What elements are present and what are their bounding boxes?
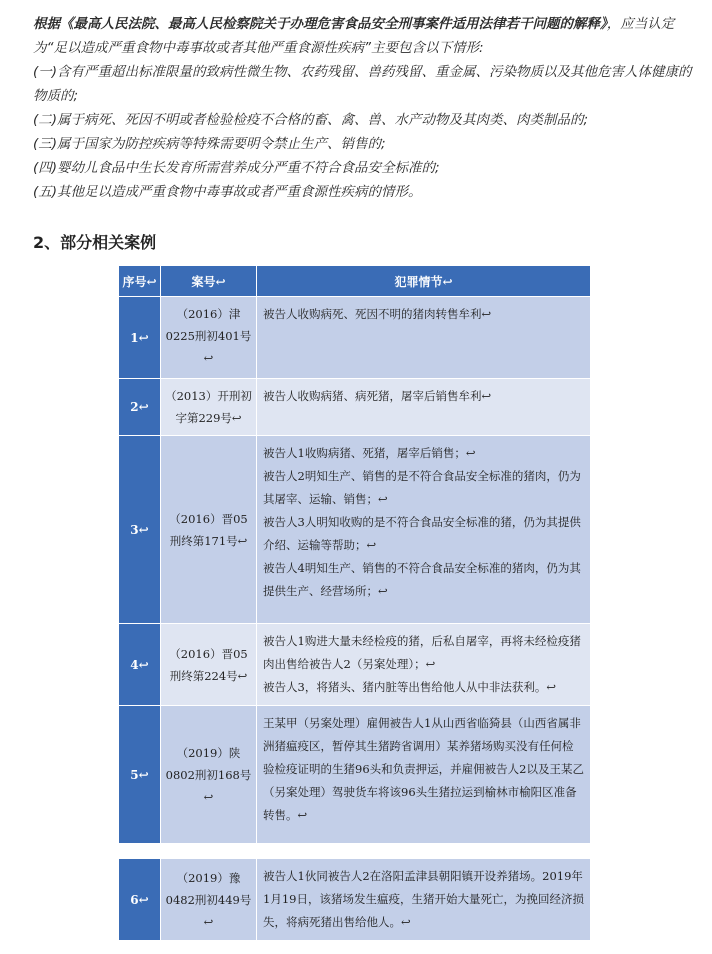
cases-table-wrap [118,265,590,941]
row-facts [257,706,591,844]
table-row [119,706,591,844]
row-facts [257,859,591,941]
row-num: 6↩ [119,859,161,941]
fact-line: 被告人收购病猪、病死猪，屠宰后销售牟利↩ [263,389,492,403]
header-case: 案号↩ [161,266,257,297]
header-num: 序号↩ [119,266,161,297]
intro-item-5: (五)其他足以造成严重食物中毒事故或者严重食源性疾病的情形。 [33,184,422,200]
table-gap [119,844,591,859]
row-case: （2016）津0225刑初401号↩ [161,297,257,379]
row-case: （2019）陕0802刑初168号↩ [161,706,257,844]
intro-lead-rest: ，应当认定为“足以造成严重食物中毒事故或者其他严重食源性疾病”主要包含以下情形: [33,16,675,56]
fact-line: 王某甲（另案处理）雇佣被告人1从山西省临猗县（山西省属非洲猪瘟疫区，暂停其生猪跨省调用）某养猪场购买没有任何检验检疫证明的生猪96头和负责押运，并雇佣被告人2以及王某乙（另案处理）驾驶货车将该96头生猪拉运到榆林市榆阳区准备转售。↩ [263,716,584,822]
fact-line: 被告人收购病死、死因不明的猪肉转售牟利↩ [263,307,492,321]
header-facts: 犯罪情节↩ [257,266,591,297]
row-case: （2019）豫0482刑初449号↩ [161,859,257,941]
row-facts [257,624,591,706]
intro-item-2: (二)属于病死、死因不明或者检验检疫不合格的畜、禽、兽、水产动物及其肉类、肉类制品的; [33,112,589,128]
fact-line: 被告人3人明知收购的是不符合食品安全标准的猪，仍为其提供介绍、运输等帮助；↩ [263,515,581,552]
table-row [119,436,591,624]
row-facts [257,436,591,624]
table-row [119,297,591,379]
intro-lead-bold: 根据《最高人民法院、最高人民检察院关于办理危害食品安全刑事案件适用法律若干问题的解释》 [33,16,607,32]
fact-line: 被告人3，将猪头、猪内脏等出售给他人从中非法获利。↩ [263,680,556,694]
cases-table [118,265,591,941]
row-num: 1↩ [119,297,161,379]
row-case: （2013）开刑初字第229号↩ [161,379,257,436]
row-facts [257,379,591,436]
intro-item-3: (三)属于国家为防控疾病等特殊需要明令禁止生产、销售的; [33,136,386,152]
row-num: 5↩ [119,706,161,844]
row-case: （2016）晋05刑终第171号↩ [161,436,257,624]
fact-line: 被告人4明知生产、销售的不符合食品安全标准的猪肉，仍为其提供生产、经营场所；↩ [263,561,581,598]
row-num: 2↩ [119,379,161,436]
table-row [119,379,591,436]
intro-lead [33,12,693,60]
fact-line: 被告人1伙同被告人2在洛阳孟津县朝阳镇开设养猪场。2019年1月19日，该猪场发生瘟疫，生猪开始大量死亡，为挽回经济损失，将病死猪出售给他人。↩ [263,869,584,929]
table-header-row [119,266,591,297]
section-title: 2、部分相关案例 [33,233,157,252]
intro-item-4: (四)婴幼儿食品中生长发育所需营养成分严重不符合食品安全标准的; [33,160,440,176]
intro-item-1: (一)含有严重超出标准限量的致病性微生物、农药残留、兽药残留、重金属、污染物质以及其他危害人体健康的物质的; [33,64,692,104]
row-num: 4↩ [119,624,161,706]
fact-line: 被告人1收购病猪、死猪，屠宰后销售；↩ [263,446,476,460]
fact-line: 被告人2明知生产、销售的是不符合食品安全标准的猪肉，仍为其屠宰、运输、销售；↩ [263,469,581,506]
table-row [119,624,591,706]
table-row [119,859,591,941]
row-case: （2016）晋05刑终第224号↩ [161,624,257,706]
intro-block [33,12,693,204]
row-num: 3↩ [119,436,161,624]
fact-line: 被告人1购进大量未经检疫的猪，后私自屠宰，再将未经检疫猪肉出售给被告人2（另案处理）；↩ [263,634,581,671]
row-facts [257,297,591,379]
